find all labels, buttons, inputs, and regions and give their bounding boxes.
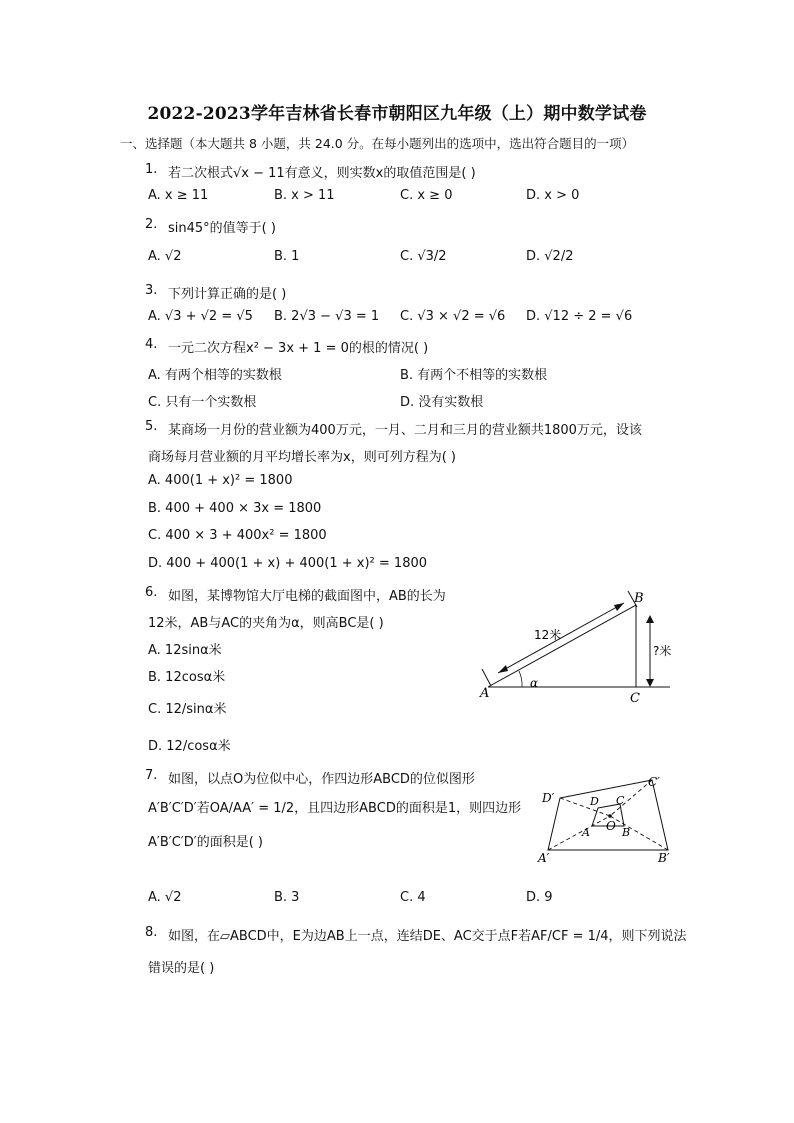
question-1-number: 1. [145, 162, 158, 177]
question-5-stem-line1: 某商场一月份的营业额为400万元，一月、二月和三月的营业额共1800万元，设该 [168, 423, 642, 438]
label-c: C [616, 794, 625, 807]
question-3-option-c[interactable]: C. √3 × √2 = √6 [400, 309, 506, 324]
question-5-stem-line2: 商场每月营业额的月平均增长率为x，则可列方程为( ) [148, 450, 456, 465]
question-7-stem-line1: 如图，以点O为位似中心，作四边形ABCD的位似图形 [168, 772, 475, 787]
question-5-option-d[interactable]: D. 400 + 400(1 + x) + 400(1 + x)² = 1800 [148, 556, 428, 571]
question-4-number: 4. [145, 337, 158, 352]
question-6-option-a[interactable]: A. 12sinα米 [148, 643, 222, 658]
question-5-option-c[interactable]: C. 400 × 3 + 400x² = 1800 [148, 528, 327, 543]
question-2-option-d[interactable]: D. √2/2 [526, 249, 574, 264]
label-b: B [622, 826, 631, 839]
section-heading: 一、选择题（本大题共 8 小题，共 24.0 分。在每小题列出的选项中，选出符合题目的一项） [120, 136, 635, 151]
page-title: 2022-2023学年吉林省长春市朝阳区九年级（上）期中数学试卷 [147, 104, 647, 124]
question-6-option-c[interactable]: C. 12/sinα米 [148, 702, 227, 717]
question-3-stem: 下列计算正确的是( ) [168, 287, 287, 302]
label-o: O [606, 819, 616, 833]
question-5-option-a[interactable]: A. 400(1 + x)² = 1800 [148, 473, 293, 488]
question-2-stem: sin45°的值等于( ) [168, 221, 276, 236]
label-c: C [630, 691, 640, 706]
question-7-stem-line3: A′B′C′D′的面积是( ) [148, 835, 263, 850]
question-3-option-a[interactable]: A. √3 + √2 = √5 [148, 309, 253, 324]
question-4-option-c[interactable]: C. 只有一个实数根 [148, 395, 257, 410]
question-2-option-c[interactable]: C. √3/2 [400, 249, 447, 264]
question-7-stem-line2: A′B′C′D′若OA/AA′ = 1/2，且四边形ABCD的面积是1，则四边形 [148, 801, 522, 816]
label-a-prime: A′ [538, 851, 550, 865]
question-7-option-a[interactable]: A. √2 [148, 890, 182, 905]
question-1-option-c[interactable]: C. x ≥ 0 [400, 188, 453, 203]
question-7-number: 7. [145, 768, 158, 783]
question-1-option-a[interactable]: A. x ≥ 11 [148, 188, 209, 203]
question-1-option-d[interactable]: D. x > 0 [526, 188, 580, 203]
question-7-figure [530, 770, 690, 870]
question-4-option-d[interactable]: D. 没有实数根 [400, 395, 484, 410]
question-6-figure [470, 585, 685, 710]
question-7-option-c[interactable]: C. 4 [400, 890, 426, 905]
question-2-option-a[interactable]: A. √2 [148, 249, 182, 264]
question-3-option-d[interactable]: D. √12 ÷ 2 = √6 [526, 309, 633, 324]
label-a: A [480, 686, 490, 701]
question-8-stem-line1: 如图，在▱ABCD中，E为边AB上一点，连结DE、AC交于点F若AF/CF = 1/4，则下列说法 [168, 929, 687, 944]
question-7-option-d[interactable]: D. 9 [526, 890, 553, 905]
question-5-option-b[interactable]: B. 400 + 400 × 3x = 1800 [148, 501, 322, 516]
label-length: 12米 [534, 628, 562, 642]
escalator-line-ab [488, 605, 636, 687]
label-d: D [590, 795, 599, 808]
center-point [608, 814, 612, 818]
question-2-option-b[interactable]: B. 1 [274, 249, 300, 264]
label-b-prime: B′ [658, 851, 670, 865]
question-6-option-b[interactable]: B. 12cosα米 [148, 670, 226, 685]
question-1-option-b[interactable]: B. x > 11 [274, 188, 335, 203]
arrow-head-a [498, 665, 508, 673]
question-4-stem: 一元二次方程x² − 3x + 1 = 0的根的情况( ) [168, 341, 429, 356]
question-6-stem-line2: 12米，AB与AC的夹角为α，则高BC是( ) [148, 616, 384, 631]
label-b: B [634, 591, 644, 606]
label-height: ?米 [653, 644, 672, 658]
question-7-option-b[interactable]: B. 3 [274, 890, 300, 905]
label-alpha: α [530, 676, 539, 690]
question-3-number: 3. [145, 283, 158, 298]
question-2-number: 2. [145, 217, 158, 232]
label-d-prime: D′ [542, 791, 555, 805]
question-1-stem: 若二次根式√x − 11有意义，则实数x的取值范围是( ) [168, 166, 476, 181]
question-3-option-b[interactable]: B. 2√3 − √3 = 1 [274, 309, 380, 324]
question-8-stem-line2: 错误的是( ) [148, 961, 215, 976]
question-6-stem-line1: 如图，某博物馆大厅电梯的截面图中，AB的长为 [168, 589, 446, 604]
question-4-option-a[interactable]: A. 有两个相等的实数根 [148, 368, 282, 383]
arrow-head-b [614, 603, 624, 611]
question-8-number: 8. [145, 925, 158, 940]
question-4-option-b[interactable]: B. 有两个不相等的实数根 [400, 368, 548, 383]
question-6-option-d[interactable]: D. 12/cosα米 [148, 739, 231, 754]
label-a: A [582, 826, 590, 839]
question-6-number: 6. [145, 585, 158, 600]
label-c-prime: C′ [648, 775, 660, 789]
question-5-number: 5. [145, 419, 158, 434]
